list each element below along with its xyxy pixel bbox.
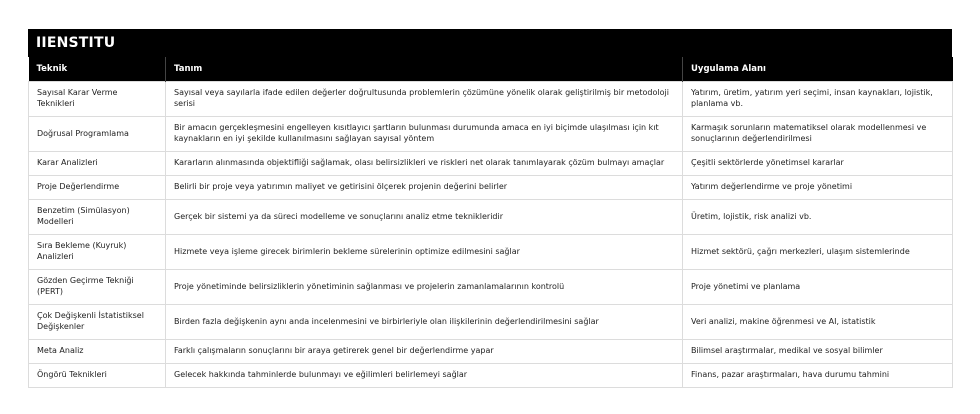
cell-teknik: Karar Analizleri <box>29 152 166 176</box>
cell-teknik: Öngörü Teknikleri <box>29 364 166 388</box>
column-header-tanim: Tanım <box>166 57 683 82</box>
column-header-uygulama-alani: Uygulama Alanı <box>683 57 953 82</box>
cell-uygulama-alani: Hizmet sektörü, çağrı merkezleri, ulaşım sistemlerinde <box>683 235 953 270</box>
cell-uygulama-alani: Yatırım değerlendirme ve proje yönetimi <box>683 176 953 200</box>
cell-uygulama-alani: Yatırım, üretim, yatırım yeri seçimi, insan kaynakları, lojistik, planlama vb. <box>683 82 953 117</box>
cell-tanim: Belirli bir proje veya yatırımın maliyet ve getirisini ölçerek projenin değerini belirler <box>166 176 683 200</box>
table-row <box>29 117 953 152</box>
cell-uygulama-alani: Finans, pazar araştırmaları, hava durumu tahmini <box>683 364 953 388</box>
cell-uygulama-alani: Karmaşık sorunların matematiksel olarak modellenmesi ve sonuçlarının değerlendirilmesi <box>683 117 953 152</box>
cell-teknik: Proje Değerlendirme <box>29 176 166 200</box>
table-row <box>29 235 953 270</box>
table-row <box>29 152 953 176</box>
cell-teknik: Gözden Geçirme Tekniği (PERT) <box>29 270 166 305</box>
cell-tanim: Birden fazla değişkenin aynı anda incelenmesini ve birbirleriyle olan ilişkilerinin değerlendirilmesini sağlar <box>166 305 683 340</box>
table-row <box>29 82 953 117</box>
cell-teknik: Sıra Bekleme (Kuyruk) Analizleri <box>29 235 166 270</box>
cell-tanim: Proje yönetiminde belirsizliklerin yönetiminin sağlanması ve projelerin zamanlamalarının kontrolü <box>166 270 683 305</box>
cell-tanim: Hizmete veya işleme girecek birimlerin bekleme sürelerinin optimize edilmesini sağlar <box>166 235 683 270</box>
table-row <box>29 364 953 388</box>
cell-uygulama-alani: Proje yönetimi ve planlama <box>683 270 953 305</box>
table-header-row <box>29 57 953 82</box>
brand-header <box>28 29 952 57</box>
column-header-teknik: Teknik <box>29 57 166 82</box>
cell-tanim: Bir amacın gerçekleşmesini engelleyen kısıtlayıcı şartların bulunması durumunda amaca en iyi biçimde ulaşılması için kıt kaynakların en iyi şekilde kullanılmasını sağlayan sayısal yöntem <box>166 117 683 152</box>
brand-logo-text: IIENSTITU <box>36 35 116 51</box>
cell-teknik: Meta Analiz <box>29 340 166 364</box>
cell-uygulama-alani: Bilimsel araştırmalar, medikal ve sosyal bilimler <box>683 340 953 364</box>
table-row <box>29 176 953 200</box>
cell-uygulama-alani: Veri analizi, makine öğrenmesi ve AI, istatistik <box>683 305 953 340</box>
techniques-table <box>28 57 953 388</box>
cell-teknik: Çok Değişkenli İstatistiksel Değişkenler <box>29 305 166 340</box>
cell-tanim: Gelecek hakkında tahminlerde bulunmayı ve eğilimleri belirlemeyi sağlar <box>166 364 683 388</box>
table-row <box>29 200 953 235</box>
table-row <box>29 340 953 364</box>
cell-tanim: Kararların alınmasında objektifliği sağlamak, olası belirsizlikleri ve riskleri net olarak tanımlayarak çözüm bulmayı amaçlar <box>166 152 683 176</box>
cell-uygulama-alani: Çeşitli sektörlerde yönetimsel kararlar <box>683 152 953 176</box>
cell-teknik: Benzetim (Simülasyon) Modelleri <box>29 200 166 235</box>
cell-teknik: Doğrusal Programlama <box>29 117 166 152</box>
cell-tanim: Gerçek bir sistemi ya da süreci modelleme ve sonuçlarını analiz etme teknikleridir <box>166 200 683 235</box>
table-row <box>29 270 953 305</box>
content-table-card <box>28 29 952 388</box>
cell-teknik: Sayısal Karar Verme Teknikleri <box>29 82 166 117</box>
cell-uygulama-alani: Üretim, lojistik, risk analizi vb. <box>683 200 953 235</box>
cell-tanim: Sayısal veya sayılarla ifade edilen değerler doğrultusunda problemlerin çözümüne yönelik olarak geliştirilmiş bir metodoloji serisi <box>166 82 683 117</box>
cell-tanim: Farklı çalışmaların sonuçlarını bir araya getirerek genel bir değerlendirme yapar <box>166 340 683 364</box>
table-row <box>29 305 953 340</box>
